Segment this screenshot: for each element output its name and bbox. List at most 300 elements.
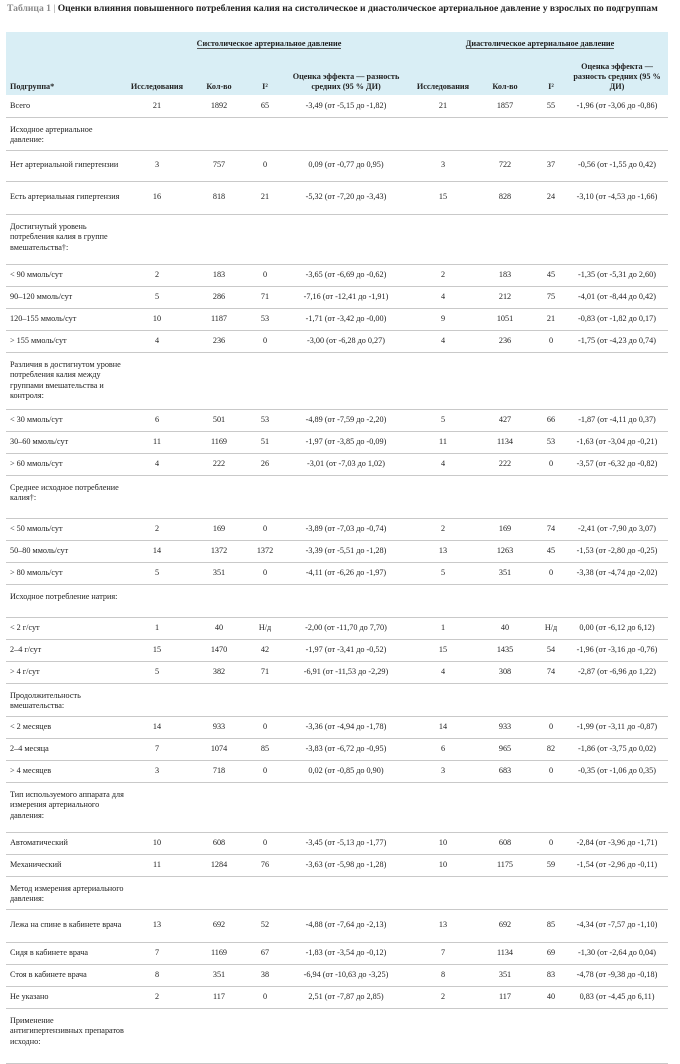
dia-n: 183	[474, 264, 536, 286]
table-row	[6, 475, 668, 518]
row-label: Среднее исходное потребление калия†:	[6, 475, 126, 518]
row-label: < 2 г/сут	[6, 617, 126, 639]
dia-n: 351	[474, 562, 536, 584]
table-row	[6, 964, 668, 986]
dia-effect: -1,35 (от -5,31 до 2,60)	[566, 264, 668, 286]
sys-effect: -5,32 (от -7,20 до -3,43)	[280, 181, 412, 214]
dia-i2: 75	[536, 286, 566, 308]
dia-i2	[536, 352, 566, 409]
sys-studies: 6	[126, 409, 188, 431]
sys-effect	[280, 352, 412, 409]
dia-i2: 0	[536, 330, 566, 352]
table-row	[6, 562, 668, 584]
sys-i2	[250, 1008, 280, 1063]
sys-studies	[126, 782, 188, 832]
sys-n: 933	[188, 716, 250, 738]
dia-effect: -1,86 (от -3,75 до 0,02)	[566, 738, 668, 760]
dia-n: 1175	[474, 854, 536, 876]
sys-effect: -1,71 (от -3,42 до -0,00)	[280, 308, 412, 330]
sys-n: 1470	[188, 639, 250, 661]
sys-effect	[280, 117, 412, 150]
sys-studies	[126, 214, 188, 264]
dia-studies: 1	[412, 617, 474, 639]
row-label: Исходное потребление натрия:	[6, 584, 126, 617]
sys-studies: 16	[126, 181, 188, 214]
table-row	[6, 942, 668, 964]
sys-i2: 0	[250, 760, 280, 782]
row-label: Механический	[6, 854, 126, 876]
dia-effect: -1,87 (от -4,11 до 0,37)	[566, 409, 668, 431]
row-label: Лежа на спине в кабинете врача	[6, 909, 126, 942]
dia-effect: -0,35 (от -1,06 до 0,35)	[566, 760, 668, 782]
sys-i2	[250, 584, 280, 617]
sys-n: 1372	[188, 540, 250, 562]
sys-n: 1284	[188, 854, 250, 876]
dia-i2: 0	[536, 832, 566, 854]
dia-i2: 82	[536, 738, 566, 760]
table-body	[6, 95, 668, 1063]
sys-effect: -3,00 (от -6,28 до 0,27)	[280, 330, 412, 352]
sys-n: 1892	[188, 95, 250, 117]
table-row	[6, 540, 668, 562]
row-label: > 80 ммоль/сут	[6, 562, 126, 584]
dia-i2: 45	[536, 264, 566, 286]
dia-effect	[566, 475, 668, 518]
sys-n: 718	[188, 760, 250, 782]
sys-i2-header: I²	[250, 54, 280, 95]
sys-n: 286	[188, 286, 250, 308]
sys-i2: 38	[250, 964, 280, 986]
dia-effect: -3,10 (от -4,53 до -1,66)	[566, 181, 668, 214]
table-row	[6, 909, 668, 942]
table-row	[6, 760, 668, 782]
sys-i2: 0	[250, 150, 280, 181]
dia-i2: 59	[536, 854, 566, 876]
sys-n: 1074	[188, 738, 250, 760]
dia-n: 1857	[474, 95, 536, 117]
dia-effect: -2,41 (от -7,90 до 3,07)	[566, 518, 668, 540]
sys-n	[188, 117, 250, 150]
sys-effect: -7,16 (от -12,41 до -1,91)	[280, 286, 412, 308]
table-row	[6, 95, 668, 117]
sys-i2	[250, 782, 280, 832]
row-label: Всего	[6, 95, 126, 117]
dia-studies	[412, 683, 474, 716]
dia-n: 828	[474, 181, 536, 214]
dia-effect: -1,96 (от -3,06 до -0,86)	[566, 95, 668, 117]
sys-effect	[280, 475, 412, 518]
sys-effect: -3,83 (от -6,72 до -0,95)	[280, 738, 412, 760]
dia-studies: 4	[412, 453, 474, 475]
sys-i2: 53	[250, 409, 280, 431]
sys-n: 1169	[188, 431, 250, 453]
sys-n: 222	[188, 453, 250, 475]
row-label: Стоя в кабинете врача	[6, 964, 126, 986]
sys-n	[188, 584, 250, 617]
dia-i2: 53	[536, 431, 566, 453]
dia-n	[474, 117, 536, 150]
dia-n	[474, 683, 536, 716]
table-row	[6, 409, 668, 431]
table-row	[6, 854, 668, 876]
dia-n: 1435	[474, 639, 536, 661]
dia-effect: -1,99 (от -3,11 до -0,87)	[566, 716, 668, 738]
sys-i2	[250, 214, 280, 264]
sys-i2: 76	[250, 854, 280, 876]
dia-studies: 9	[412, 308, 474, 330]
dia-studies: 4	[412, 286, 474, 308]
dia-i2: 74	[536, 518, 566, 540]
row-label: 2–4 месяца	[6, 738, 126, 760]
dia-n	[474, 475, 536, 518]
row-label: > 4 месяцев	[6, 760, 126, 782]
sys-effect: -6,91 (от -11,53 до -2,29)	[280, 661, 412, 683]
sys-i2	[250, 352, 280, 409]
dia-i2	[536, 584, 566, 617]
row-label: < 2 месяцев	[6, 716, 126, 738]
dia-i2	[536, 683, 566, 716]
sys-effect: -3,49 (от -5,15 до -1,82)	[280, 95, 412, 117]
dia-effect	[566, 782, 668, 832]
sys-n: 351	[188, 964, 250, 986]
sys-effect: -3,36 (от -4,94 до -1,78)	[280, 716, 412, 738]
dia-i2	[536, 214, 566, 264]
dia-i2: 83	[536, 964, 566, 986]
systolic-group-header: Систолическое артериальное давление	[126, 32, 412, 54]
dia-i2: Н/д	[536, 617, 566, 639]
sys-studies: 21	[126, 95, 188, 117]
dia-studies: 21	[412, 95, 474, 117]
table-caption	[7, 3, 667, 15]
dia-studies: 4	[412, 661, 474, 683]
sys-i2: 52	[250, 909, 280, 942]
sys-effect	[280, 584, 412, 617]
dia-effect: -0,83 (от -1,82 до 0,17)	[566, 308, 668, 330]
sys-effect: -3,89 (от -7,03 до -0,74)	[280, 518, 412, 540]
sys-studies: 10	[126, 308, 188, 330]
dia-effect	[566, 352, 668, 409]
sys-studies: 1	[126, 617, 188, 639]
row-label: < 50 ммоль/сут	[6, 518, 126, 540]
row-label: 90–120 ммоль/сут	[6, 286, 126, 308]
dia-n: 169	[474, 518, 536, 540]
sys-i2: 0	[250, 716, 280, 738]
table-row	[6, 876, 668, 909]
sys-n: 236	[188, 330, 250, 352]
dia-n: 427	[474, 409, 536, 431]
sys-i2: 71	[250, 661, 280, 683]
table-row	[6, 832, 668, 854]
sys-studies	[126, 475, 188, 518]
row-label: 120–155 ммоль/сут	[6, 308, 126, 330]
dia-i2: 66	[536, 409, 566, 431]
dia-effect: -1,63 (от -3,04 до -0,21)	[566, 431, 668, 453]
row-label: Не указано	[6, 986, 126, 1008]
table-row	[6, 1008, 668, 1063]
dia-studies: 13	[412, 909, 474, 942]
table-row	[6, 264, 668, 286]
dia-effect: -2,84 (от -3,96 до -1,71)	[566, 832, 668, 854]
sys-i2: 71	[250, 286, 280, 308]
row-label: Есть артериальная гипертензия	[6, 181, 126, 214]
dia-studies: 2	[412, 518, 474, 540]
dia-i2: 74	[536, 661, 566, 683]
sys-studies	[126, 876, 188, 909]
sys-effect	[280, 683, 412, 716]
sys-effect	[280, 1008, 412, 1063]
dia-effect: -4,01 (от -8,44 до 0,42)	[566, 286, 668, 308]
dia-effect: -1,53 (от -2,80 до -0,25)	[566, 540, 668, 562]
dia-n: 308	[474, 661, 536, 683]
dia-i2: 21	[536, 308, 566, 330]
row-label: Исходное артериальное давление:	[6, 117, 126, 150]
sys-studies: 5	[126, 661, 188, 683]
table-row	[6, 308, 668, 330]
row-label: Продолжительность вмешательства:	[6, 683, 126, 716]
results-table	[6, 32, 668, 1064]
sys-i2: 0	[250, 562, 280, 584]
dia-effect	[566, 117, 668, 150]
sys-n	[188, 683, 250, 716]
table-row	[6, 716, 668, 738]
dia-studies: 15	[412, 181, 474, 214]
subgroup-header: Подгруппа*	[6, 54, 126, 95]
sys-effect: -4,88 (от -7,64 до -2,13)	[280, 909, 412, 942]
dia-n: 1263	[474, 540, 536, 562]
sys-effect-header: Оценка эффекта — разность средних (95 % ДИ)	[280, 54, 412, 95]
dia-i2: 40	[536, 986, 566, 1008]
dia-i2: 45	[536, 540, 566, 562]
sys-i2	[250, 683, 280, 716]
dia-i2: 0	[536, 760, 566, 782]
table-row	[6, 150, 668, 181]
dia-i2: 55	[536, 95, 566, 117]
sys-n: 351	[188, 562, 250, 584]
dia-studies: 5	[412, 409, 474, 431]
sys-studies: 7	[126, 738, 188, 760]
table-row	[6, 683, 668, 716]
dia-studies: 2	[412, 986, 474, 1008]
dia-effect	[566, 876, 668, 909]
sys-studies: 5	[126, 562, 188, 584]
dia-i2: 69	[536, 942, 566, 964]
dia-studies-header: Исследования	[412, 54, 474, 95]
sys-studies: 11	[126, 431, 188, 453]
sys-studies: 2	[126, 986, 188, 1008]
sys-n: 1169	[188, 942, 250, 964]
sys-effect	[280, 214, 412, 264]
sys-studies-header: Исследования	[126, 54, 188, 95]
caption-separator: |	[53, 3, 56, 14]
sys-i2: 1372	[250, 540, 280, 562]
dia-i2: 0	[536, 562, 566, 584]
table-row	[6, 986, 668, 1008]
dia-n: 212	[474, 286, 536, 308]
diastolic-group-header: Диастолическое артериальное давление	[412, 32, 668, 54]
dia-n	[474, 1008, 536, 1063]
sys-i2	[250, 117, 280, 150]
dia-studies: 13	[412, 540, 474, 562]
sys-i2: Н/д	[250, 617, 280, 639]
dia-effect	[566, 214, 668, 264]
sys-effect: -3,45 (от -5,13 до -1,77)	[280, 832, 412, 854]
dia-studies: 10	[412, 854, 474, 876]
sys-n-header: Кол-во	[188, 54, 250, 95]
table-row	[6, 352, 668, 409]
dia-effect: -1,96 (от -3,16 до -0,76)	[566, 639, 668, 661]
sys-n: 382	[188, 661, 250, 683]
dia-effect: -4,34 (от -7,57 до -1,10)	[566, 909, 668, 942]
row-label: < 30 ммоль/сут	[6, 409, 126, 431]
dia-i2	[536, 782, 566, 832]
table-row	[6, 330, 668, 352]
dia-studies: 3	[412, 150, 474, 181]
sys-effect: 0,09 (от -0,77 до 0,95)	[280, 150, 412, 181]
dia-n: 117	[474, 986, 536, 1008]
sys-studies	[126, 683, 188, 716]
sys-i2: 0	[250, 986, 280, 1008]
sys-studies: 5	[126, 286, 188, 308]
sys-n	[188, 1008, 250, 1063]
dia-n: 608	[474, 832, 536, 854]
dia-n: 1134	[474, 431, 536, 453]
sys-i2: 85	[250, 738, 280, 760]
dia-studies: 3	[412, 760, 474, 782]
dia-i2: 0	[536, 716, 566, 738]
row-label: > 60 ммоль/сут	[6, 453, 126, 475]
sys-i2: 65	[250, 95, 280, 117]
dia-n: 351	[474, 964, 536, 986]
dia-studies: 2	[412, 264, 474, 286]
dia-n-header: Кол-во	[474, 54, 536, 95]
sys-effect: -2,00 (от -11,70 до 7,70)	[280, 617, 412, 639]
dia-studies: 7	[412, 942, 474, 964]
dia-n	[474, 782, 536, 832]
dia-n: 1051	[474, 308, 536, 330]
sys-studies: 2	[126, 518, 188, 540]
sys-n	[188, 352, 250, 409]
sys-n: 501	[188, 409, 250, 431]
table-row	[6, 782, 668, 832]
dia-i2: 54	[536, 639, 566, 661]
sys-n: 183	[188, 264, 250, 286]
row-label: Метод измерения артериального давления:	[6, 876, 126, 909]
dia-studies	[412, 117, 474, 150]
row-label: 50–80 ммоль/сут	[6, 540, 126, 562]
sys-effect: -3,01 (от -7,03 до 1,02)	[280, 453, 412, 475]
sys-i2: 67	[250, 942, 280, 964]
header-blank	[6, 32, 126, 54]
dia-studies	[412, 782, 474, 832]
sys-n: 818	[188, 181, 250, 214]
sys-i2: 51	[250, 431, 280, 453]
dia-effect: -0,56 (от -1,55 до 0,42)	[566, 150, 668, 181]
dia-effect: 0,00 (от -6,12 до 6,12)	[566, 617, 668, 639]
dia-i2: 85	[536, 909, 566, 942]
row-label: > 4 г/сут	[6, 661, 126, 683]
row-label: > 155 ммоль/сут	[6, 330, 126, 352]
sys-effect: -4,89 (от -7,59 до -2,20)	[280, 409, 412, 431]
dia-studies: 15	[412, 639, 474, 661]
sys-n: 608	[188, 832, 250, 854]
dia-n	[474, 876, 536, 909]
dia-studies	[412, 1008, 474, 1063]
row-label: < 90 ммоль/сут	[6, 264, 126, 286]
sys-studies	[126, 352, 188, 409]
dia-studies: 5	[412, 562, 474, 584]
table-row	[6, 453, 668, 475]
sys-n	[188, 214, 250, 264]
dia-effect	[566, 584, 668, 617]
dia-effect: -3,57 (от -6,32 до -0,82)	[566, 453, 668, 475]
row-label: 30–60 ммоль/сут	[6, 431, 126, 453]
row-label: Автоматический	[6, 832, 126, 854]
dia-effect: -1,75 (от -4,23 до 0,74)	[566, 330, 668, 352]
sys-effect	[280, 876, 412, 909]
sys-effect: -1,97 (от -3,85 до -0,09)	[280, 431, 412, 453]
caption-label: Таблица 1	[7, 3, 51, 14]
sys-effect	[280, 782, 412, 832]
row-label: Различия в достигнутом уровне потребления калия между группами вмешательства и контроля:	[6, 352, 126, 409]
sys-i2: 26	[250, 453, 280, 475]
dia-effect: 0,83 (от -4,45 до 6,11)	[566, 986, 668, 1008]
dia-n	[474, 584, 536, 617]
dia-n	[474, 352, 536, 409]
dia-studies	[412, 352, 474, 409]
sys-i2: 0	[250, 832, 280, 854]
sys-studies: 14	[126, 540, 188, 562]
table-row	[6, 117, 668, 150]
dia-studies	[412, 214, 474, 264]
dia-i2: 37	[536, 150, 566, 181]
sys-n: 757	[188, 150, 250, 181]
sys-studies: 7	[126, 942, 188, 964]
table-row	[6, 181, 668, 214]
sys-i2: 0	[250, 518, 280, 540]
dia-i2	[536, 1008, 566, 1063]
dia-effect-header: Оценка эффекта — разность средних (95 % ДИ)	[566, 54, 668, 95]
sys-n	[188, 876, 250, 909]
dia-studies: 11	[412, 431, 474, 453]
sys-n	[188, 475, 250, 518]
dia-studies: 4	[412, 330, 474, 352]
sys-effect: 2,51 (от -7,87 до 2,85)	[280, 986, 412, 1008]
sys-i2: 21	[250, 181, 280, 214]
table-row	[6, 518, 668, 540]
dia-studies: 14	[412, 716, 474, 738]
sys-i2: 42	[250, 639, 280, 661]
table-row	[6, 286, 668, 308]
sys-i2: 0	[250, 264, 280, 286]
sys-i2	[250, 876, 280, 909]
sys-studies: 2	[126, 264, 188, 286]
dia-i2	[536, 475, 566, 518]
sys-effect: -3,65 (от -6,69 до -0,62)	[280, 264, 412, 286]
sys-studies: 15	[126, 639, 188, 661]
dia-n: 236	[474, 330, 536, 352]
table-row	[6, 617, 668, 639]
sys-studies: 13	[126, 909, 188, 942]
sys-studies	[126, 584, 188, 617]
sys-effect: -3,39 (от -5,51 до -1,28)	[280, 540, 412, 562]
sys-effect: -4,11 (от -6,26 до -1,97)	[280, 562, 412, 584]
sys-studies	[126, 117, 188, 150]
sys-studies: 11	[126, 854, 188, 876]
dia-n: 965	[474, 738, 536, 760]
row-label: Тип используемого аппарата для измерения артериального давления:	[6, 782, 126, 832]
sys-effect: -6,94 (от -10,63 до -3,25)	[280, 964, 412, 986]
row-label: 2–4 г/сут	[6, 639, 126, 661]
